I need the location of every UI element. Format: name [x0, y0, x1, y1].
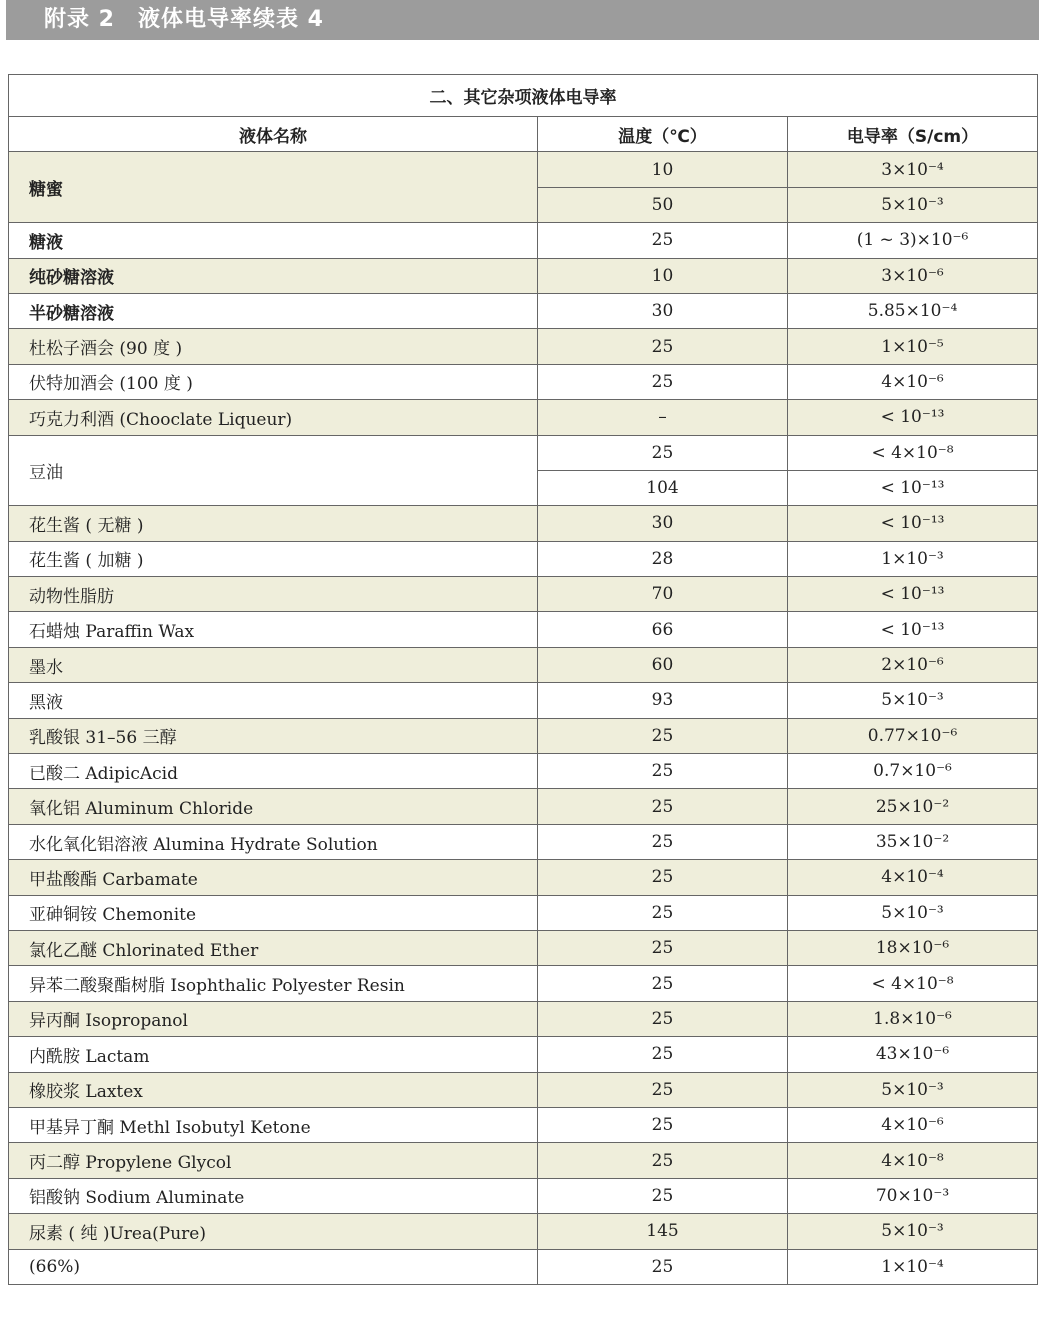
temperature: 25 — [538, 824, 788, 859]
header-temp: 温度（℃） — [538, 117, 788, 152]
table-row — [9, 364, 1038, 399]
conductivity: 0.77×10⁻⁶ — [788, 718, 1038, 753]
conductivity: 5×10⁻³ — [788, 1072, 1038, 1107]
liquid-name: 糖液 — [9, 223, 538, 258]
conductivity: 0.7×10⁻⁶ — [788, 754, 1038, 789]
conductivity: 1.8×10⁻⁶ — [788, 1001, 1038, 1036]
table-row — [9, 860, 1038, 895]
conductivity: < 10⁻¹³ — [788, 612, 1038, 647]
liquid-name: 尿素 ( 纯 )Urea(Pure) — [9, 1214, 538, 1249]
temperature: 25 — [538, 1143, 788, 1178]
liquid-name: 半砂糖溶液 — [9, 293, 538, 328]
temperature: 25 — [538, 329, 788, 364]
table-row — [9, 1214, 1038, 1249]
conductivity: 3×10⁻⁶ — [788, 258, 1038, 293]
liquid-name: 甲基异丁酮 Methl Isobutyl Ketone — [9, 1107, 538, 1142]
table-row — [9, 1037, 1038, 1072]
conductivity-table — [8, 74, 1038, 1285]
conductivity: 35×10⁻² — [788, 824, 1038, 859]
liquid-name: 杜松子酒会 (90 度 ) — [9, 329, 538, 364]
table-row — [9, 754, 1038, 789]
liquid-name: 伏特加酒会 (100 度 ) — [9, 364, 538, 399]
table-row — [9, 152, 1038, 187]
liquid-name: 花生酱 ( 加糖 ) — [9, 541, 538, 576]
temperature: 25 — [538, 1037, 788, 1072]
table-row — [9, 930, 1038, 965]
temperature: 30 — [538, 293, 788, 328]
conductivity: 5×10⁻³ — [788, 895, 1038, 930]
temperature: 25 — [538, 930, 788, 965]
liquid-name: 内酰胺 Lactam — [9, 1037, 538, 1072]
table-row — [9, 612, 1038, 647]
conductivity: 1×10⁻⁵ — [788, 329, 1038, 364]
conductivity: 5.85×10⁻⁴ — [788, 293, 1038, 328]
liquid-name: 石蜡烛 Paraffin Wax — [9, 612, 538, 647]
liquid-name: 乳酸银 31–56 三醇 — [9, 718, 538, 753]
liquid-name: 已酸二 AdipicAcid — [9, 754, 538, 789]
temperature: 25 — [538, 860, 788, 895]
conductivity: < 4×10⁻⁸ — [788, 435, 1038, 470]
conductivity: 5×10⁻³ — [788, 683, 1038, 718]
temperature: 25 — [538, 754, 788, 789]
liquid-name: 甲盐酸酯 Carbamate — [9, 860, 538, 895]
temperature: 25 — [538, 223, 788, 258]
temperature: 25 — [538, 966, 788, 1001]
conductivity: 5×10⁻³ — [788, 187, 1038, 222]
temperature: 60 — [538, 647, 788, 682]
conductivity: 70×10⁻³ — [788, 1178, 1038, 1213]
table-row — [9, 1178, 1038, 1213]
temperature: 25 — [538, 1178, 788, 1213]
header-name: 液体名称 — [9, 117, 538, 152]
liquid-name: 糖蜜 — [9, 152, 538, 223]
conductivity: 4×10⁻⁴ — [788, 860, 1038, 895]
temperature: 25 — [538, 718, 788, 753]
temperature: 25 — [538, 435, 788, 470]
banner-title: 附录 2 液体电导率续表 4 — [44, 7, 324, 32]
liquid-name: 铝酸钠 Sodium Aluminate — [9, 1178, 538, 1213]
conductivity: 4×10⁻⁶ — [788, 364, 1038, 399]
table-row — [9, 1072, 1038, 1107]
temperature: 25 — [538, 895, 788, 930]
liquid-name: 丙二醇 Propylene Glycol — [9, 1143, 538, 1178]
conductivity: 1×10⁻³ — [788, 541, 1038, 576]
conductivity: 18×10⁻⁶ — [788, 930, 1038, 965]
liquid-name: 动物性脂肪 — [9, 577, 538, 612]
liquid-name: 豆油 — [9, 435, 538, 506]
table-row — [9, 718, 1038, 753]
table-row — [9, 400, 1038, 435]
temperature: 104 — [538, 470, 788, 505]
liquid-name: 纯砂糖溶液 — [9, 258, 538, 293]
temperature: 50 — [538, 187, 788, 222]
table-row — [9, 824, 1038, 859]
liquid-name: 水化氧化铝溶液 Alumina Hydrate Solution — [9, 824, 538, 859]
page-banner — [6, 0, 1039, 40]
temperature: 30 — [538, 506, 788, 541]
temperature: 28 — [538, 541, 788, 576]
conductivity: 25×10⁻² — [788, 789, 1038, 824]
conductivity: < 4×10⁻⁸ — [788, 966, 1038, 1001]
liquid-name: 氯化乙醚 Chlorinated Ether — [9, 930, 538, 965]
table-row — [9, 577, 1038, 612]
table-row — [9, 789, 1038, 824]
temperature: – — [538, 400, 788, 435]
temperature: 10 — [538, 258, 788, 293]
conductivity: < 10⁻¹³ — [788, 577, 1038, 612]
temperature: 10 — [538, 152, 788, 187]
temperature: 66 — [538, 612, 788, 647]
liquid-name: (66%) — [9, 1249, 538, 1284]
table-row — [9, 647, 1038, 682]
table-row — [9, 506, 1038, 541]
temperature: 25 — [538, 364, 788, 399]
table-row — [9, 895, 1038, 930]
liquid-name: 异苯二酸聚酯树脂 Isophthalic Polyester Resin — [9, 966, 538, 1001]
table-row — [9, 329, 1038, 364]
liquid-name: 异丙酮 Isopropanol — [9, 1001, 538, 1036]
header-cond: 电导率（S/cm） — [788, 117, 1038, 152]
liquid-name: 氧化铝 Aluminum Chloride — [9, 789, 538, 824]
table-row — [9, 223, 1038, 258]
liquid-name: 黑液 — [9, 683, 538, 718]
temperature: 145 — [538, 1214, 788, 1249]
table-row — [9, 541, 1038, 576]
table-row — [9, 435, 1038, 470]
conductivity: 4×10⁻⁶ — [788, 1107, 1038, 1142]
table-row — [9, 966, 1038, 1001]
temperature: 25 — [538, 1001, 788, 1036]
table-caption: 二、其它杂项液体电导率 — [9, 75, 1038, 117]
temperature: 25 — [538, 789, 788, 824]
conductivity: (1 ~ 3)×10⁻⁶ — [788, 223, 1038, 258]
table-row — [9, 1001, 1038, 1036]
liquid-name: 巧克力利酒 (Chooclate Liqueur) — [9, 400, 538, 435]
conductivity: 1×10⁻⁴ — [788, 1249, 1038, 1284]
conductivity: 3×10⁻⁴ — [788, 152, 1038, 187]
table-row — [9, 258, 1038, 293]
conductivity: 2×10⁻⁶ — [788, 647, 1038, 682]
conductivity: < 10⁻¹³ — [788, 470, 1038, 505]
liquid-name: 墨水 — [9, 647, 538, 682]
conductivity: < 10⁻¹³ — [788, 506, 1038, 541]
table-row — [9, 293, 1038, 328]
temperature: 25 — [538, 1072, 788, 1107]
temperature: 25 — [538, 1249, 788, 1284]
table-row — [9, 1249, 1038, 1284]
table-row — [9, 1143, 1038, 1178]
conductivity: 4×10⁻⁸ — [788, 1143, 1038, 1178]
conductivity: < 10⁻¹³ — [788, 400, 1038, 435]
liquid-name: 亚砷铜铵 Chemonite — [9, 895, 538, 930]
temperature: 25 — [538, 1107, 788, 1142]
liquid-name: 花生酱 ( 无糖 ) — [9, 506, 538, 541]
conductivity: 43×10⁻⁶ — [788, 1037, 1038, 1072]
conductivity: 5×10⁻³ — [788, 1214, 1038, 1249]
table-row — [9, 683, 1038, 718]
temperature: 93 — [538, 683, 788, 718]
table-row — [9, 1107, 1038, 1142]
liquid-name: 橡胶浆 Laxtex — [9, 1072, 538, 1107]
temperature: 70 — [538, 577, 788, 612]
